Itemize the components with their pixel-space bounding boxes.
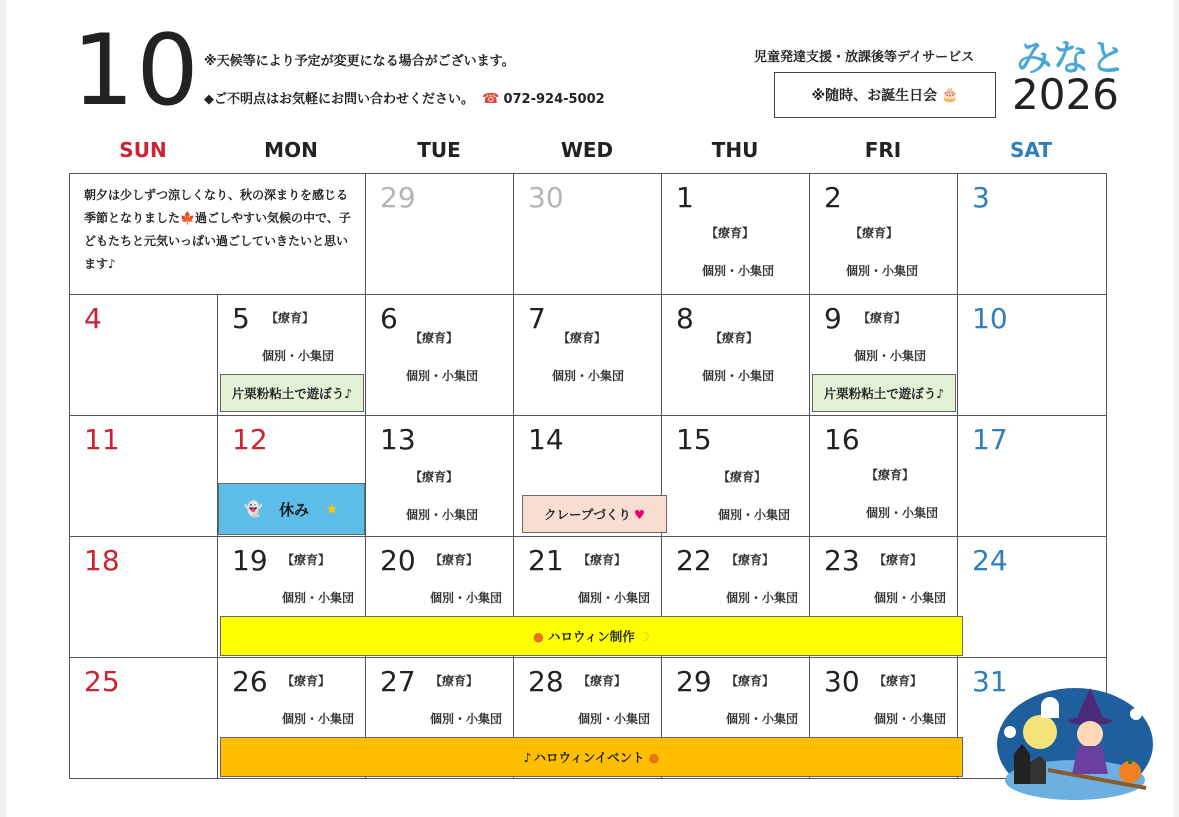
event-crepe [522,495,667,533]
month-number: 10 [72,14,201,128]
group-label: 個別・小集団 [552,369,625,383]
ryoiku-label: 【療育】 [578,674,627,688]
ryoiku-label: 【療育】 [710,331,759,345]
ryoiku-label: 【療育】 [410,470,459,484]
group-label: 個別・小集団 [702,369,775,383]
group-label: 個別・小集団 [874,712,947,726]
day-number: 29 [380,181,416,214]
day-cell-6 [365,294,514,416]
day-number: 12 [232,423,268,456]
event-holiday-label: 休み [279,500,310,519]
weekday-sat: SAT [1010,138,1052,162]
day-cell-17 [957,415,1107,537]
ryoiku-label: 【療育】 [866,468,915,482]
weekday-tue: TUE [417,138,461,162]
witch-face [1077,721,1103,747]
ryoiku-label: 【療育】 [282,674,331,688]
ryoiku-label: 【療育】 [430,553,479,567]
day-number: 14 [528,423,564,456]
ryoiku-label: 【療育】 [726,553,775,567]
calendar-page [6,0,1173,817]
year: 2026 [1012,70,1119,119]
group-label: 個別・小集団 [282,712,355,726]
event-crepe-label: クレープづくり [543,507,631,522]
ryoiku-label: 【療育】 [578,553,627,567]
ryoiku-label: 【療育】 [874,674,923,688]
day-cell-3 [957,173,1107,295]
event-halloween-craft-label: ハロウィン制作 [547,629,635,644]
birthday-box [774,72,996,118]
music-note-icon: ♪ [523,749,532,765]
ghost-body [1041,706,1059,718]
ryoiku-label: 【療育】 [718,470,767,484]
day-cell-16 [809,415,958,537]
day-number: 15 [676,423,712,456]
schedule-change-note: ※天候等により予定が変更になる場合がございます。 [204,54,515,69]
logo: みなと [1016,38,1128,79]
weekday-thu: THU [711,138,759,162]
day-cell-13 [365,415,514,537]
day-cell-18 [69,536,218,658]
day-cell-8 [661,294,810,416]
group-label: 個別・小集団 [726,712,799,726]
day-cell-prev-30 [513,173,662,295]
ryoiku-label: 【療育】 [282,553,331,567]
event-katakuri-fri: 片栗粉粘土で遊ぼう♪ [812,374,956,412]
day-cell-10 [957,294,1107,416]
pumpkin-stem [1128,759,1132,764]
contact-note-text: ◆ご不明点はお気軽にお問い合わせください。 [204,92,474,107]
weekday-sun: SUN [119,138,167,162]
group-label: 個別・小集団 [726,591,799,605]
moon-icon [1023,715,1057,749]
day-cell-11 [69,415,218,537]
halloween-witch-illustration [996,684,1154,802]
day-number: 30 [824,665,860,698]
ryoiku-label: 【療育】 [858,311,907,325]
weekday-fri: FRI [864,138,902,162]
day-number: 20 [380,544,416,577]
service-name: 児童発達支援・放課後等デイサービス [754,50,975,65]
ryoiku-label: 【療育】 [706,226,755,240]
pumpkin-icon: ● [648,749,660,765]
witch-dress [1072,746,1108,774]
day-number: 11 [84,423,120,456]
day-number: 24 [972,544,1008,577]
day-number: 30 [528,181,564,214]
day-number: 18 [84,544,120,577]
ryoiku-label: 【療育】 [726,674,775,688]
group-label: 個別・小集団 [874,591,947,605]
group-label: 個別・小集団 [866,506,939,520]
star-icon: ★ [325,500,339,518]
day-number: 22 [676,544,712,577]
event-holiday [218,483,365,535]
event-halloween-event [220,737,963,777]
day-number: 8 [676,302,694,335]
event-katakuri-mon: 片栗粉粘土で遊ぼう♪ [220,374,364,412]
day-number: 9 [824,302,842,335]
day-number: 4 [84,302,102,335]
group-label: 個別・小集団 [578,712,651,726]
day-number: 5 [232,302,250,335]
group-label: 個別・小集団 [718,508,791,522]
day-number: 16 [824,423,860,456]
birthday-note: ※随時、お誕生日会 [811,88,938,104]
ghost-icon [1004,726,1016,738]
phone-icon: ☎ [482,91,500,107]
day-number: 19 [232,544,268,577]
phone-number: 072-924-5002 [503,92,605,107]
day-cell-15 [661,415,810,537]
pumpkin-icon [1119,761,1141,783]
day-number: 1 [676,181,694,214]
ryoiku-label: 【療育】 [266,311,315,325]
day-number: 13 [380,423,416,456]
ryoiku-label: 【療育】 [874,553,923,567]
day-number: 2 [824,181,842,214]
contact-note [204,88,605,107]
group-label: 個別・小集団 [846,264,919,278]
ryoiku-label: 【療育】 [850,226,899,240]
event-halloween-craft [220,616,963,656]
day-cell-4 [69,294,218,416]
event-halloween-event-label: ハロウィンイベント [533,750,645,765]
weekday-wed: WED [560,138,614,162]
day-number: 10 [972,302,1008,335]
pumpkin-icon: ● [533,628,544,644]
intro-cell [69,173,366,295]
day-number: 26 [232,665,268,698]
group-label: 個別・小集団 [282,591,355,605]
day-number: 23 [824,544,860,577]
ghost-icon: 👻 [244,500,264,518]
ryoiku-label: 【療育】 [558,331,607,345]
group-label: 個別・小集団 [702,264,775,278]
group-label: 個別・小集団 [430,591,503,605]
group-label: 個別・小集団 [854,349,927,363]
ryoiku-label: 【療育】 [430,674,479,688]
day-cell-prev-29 [365,173,514,295]
ghost-icon [1130,708,1142,720]
day-number: 28 [528,665,564,698]
group-label: 個別・小集団 [262,349,335,363]
day-number: 6 [380,302,398,335]
day-number: 7 [528,302,546,335]
day-cell-7 [513,294,662,416]
group-label: 個別・小集団 [406,508,479,522]
day-number: 21 [528,544,564,577]
cake-icon: 🎂 [941,87,959,103]
group-label: 個別・小集団 [406,369,479,383]
day-number: 27 [380,665,416,698]
moon-icon: ☽ [638,628,650,644]
intro-text: 朝夕は少しずつ涼しくなり、秋の深まりを感じる季節となりました🍁過ごしやすい気候の中で、子どもたちと元気いっぱい過ごしていきたいと思います♪ [84,188,351,271]
day-number: 25 [84,665,120,698]
ryoiku-label: 【療育】 [410,331,459,345]
group-label: 個別・小集団 [430,712,503,726]
day-cell-2 [809,173,958,295]
day-number: 17 [972,423,1008,456]
day-number: 31 [972,665,1008,698]
crepe-icon: ♥ [633,506,646,522]
day-number: 29 [676,665,712,698]
weekday-mon: MON [264,138,318,162]
day-cell-24 [957,536,1107,658]
day-cell-1 [661,173,810,295]
day-number: 3 [972,181,990,214]
group-label: 個別・小集団 [578,591,651,605]
day-cell-25 [69,657,218,779]
